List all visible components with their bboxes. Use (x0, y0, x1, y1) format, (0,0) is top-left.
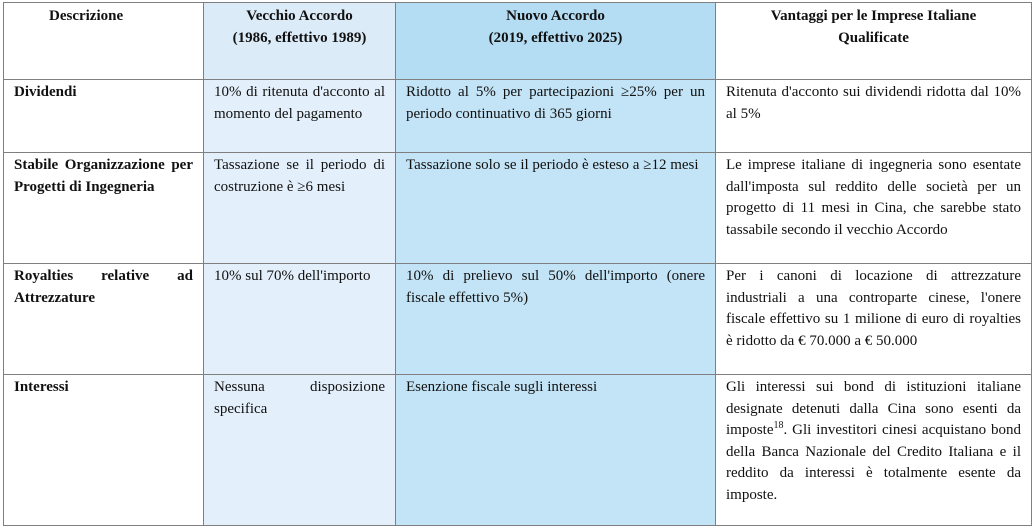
table-row (4, 375, 1032, 526)
row-vecchio-accordo: 10% sul 70% dell'importo (204, 264, 396, 375)
row-descrizione: Stabile Organizzazione per Progetti di Ingegneria (4, 153, 204, 264)
header-row (4, 3, 1032, 80)
table-row (4, 80, 1032, 153)
row-descrizione: Dividendi (4, 80, 204, 153)
header-vantaggi: Vantaggi per le Imprese Italiane Qualificate (716, 3, 1032, 80)
row-vecchio-accordo: 10% di ritenuta d'acconto al momento del pagamento (204, 80, 396, 153)
row-vecchio-accordo: Tassazione se il periodo di costruzione è ≥6 mesi (204, 153, 396, 264)
row-nuovo-accordo: Tassazione solo se il periodo è esteso a ≥12 mesi (396, 153, 716, 264)
row-nuovo-accordo: Ridotto al 5% per partecipazioni ≥25% per un periodo continuativo di 365 giorni (396, 80, 716, 153)
row-vantaggi: Gli interessi sui bond di istituzioni italiane designate detenuti dalla Cina sono esenti da imposte$^{18}$. Gli investitori cinesi acquistano bond della Banca Nazionale del Credito Italiana e il reddito da interessi è totalmente esente da imposte. (716, 375, 1032, 526)
header-nuovo-accordo: Nuovo Accordo (2019, effettivo 2025) (396, 3, 716, 80)
row-vantaggi: Ritenuta d'acconto sui dividendi ridotta dal 10% al 5% (716, 80, 1032, 153)
row-vantaggi: Le imprese italiane di ingegneria sono esentate dall'imposta sul reddito delle società per un progetto di 11 mesi in Cina, che sarebbe stato tassabile secondo il vecchio Accordo (716, 153, 1032, 264)
row-descrizione: Interessi (4, 375, 204, 526)
row-nuovo-accordo: Esenzione fiscale sugli interessi (396, 375, 716, 526)
row-vantaggi: Per i canoni di locazione di attrezzature industriali a una controparte cinese, l'onere fiscale effettivo su 1 milione di euro di royalties è ridotto da € 70.000 a € 50.000 (716, 264, 1032, 375)
row-vecchio-accordo: Nessuna disposizione specifica (204, 375, 396, 526)
tax-treaty-comparison-table (3, 2, 1032, 526)
header-vecchio-accordo: Vecchio Accordo (1986, effettivo 1989) (204, 3, 396, 80)
row-nuovo-accordo: 10% di prelievo sul 50% dell'importo (onere fiscale effettivo 5%) (396, 264, 716, 375)
row-descrizione: Royalties relative ad Attrezzature (4, 264, 204, 375)
table-row (4, 264, 1032, 375)
footnote-marker: 18 (773, 420, 784, 431)
table-row (4, 153, 1032, 264)
header-descrizione: Descrizione (4, 3, 204, 80)
